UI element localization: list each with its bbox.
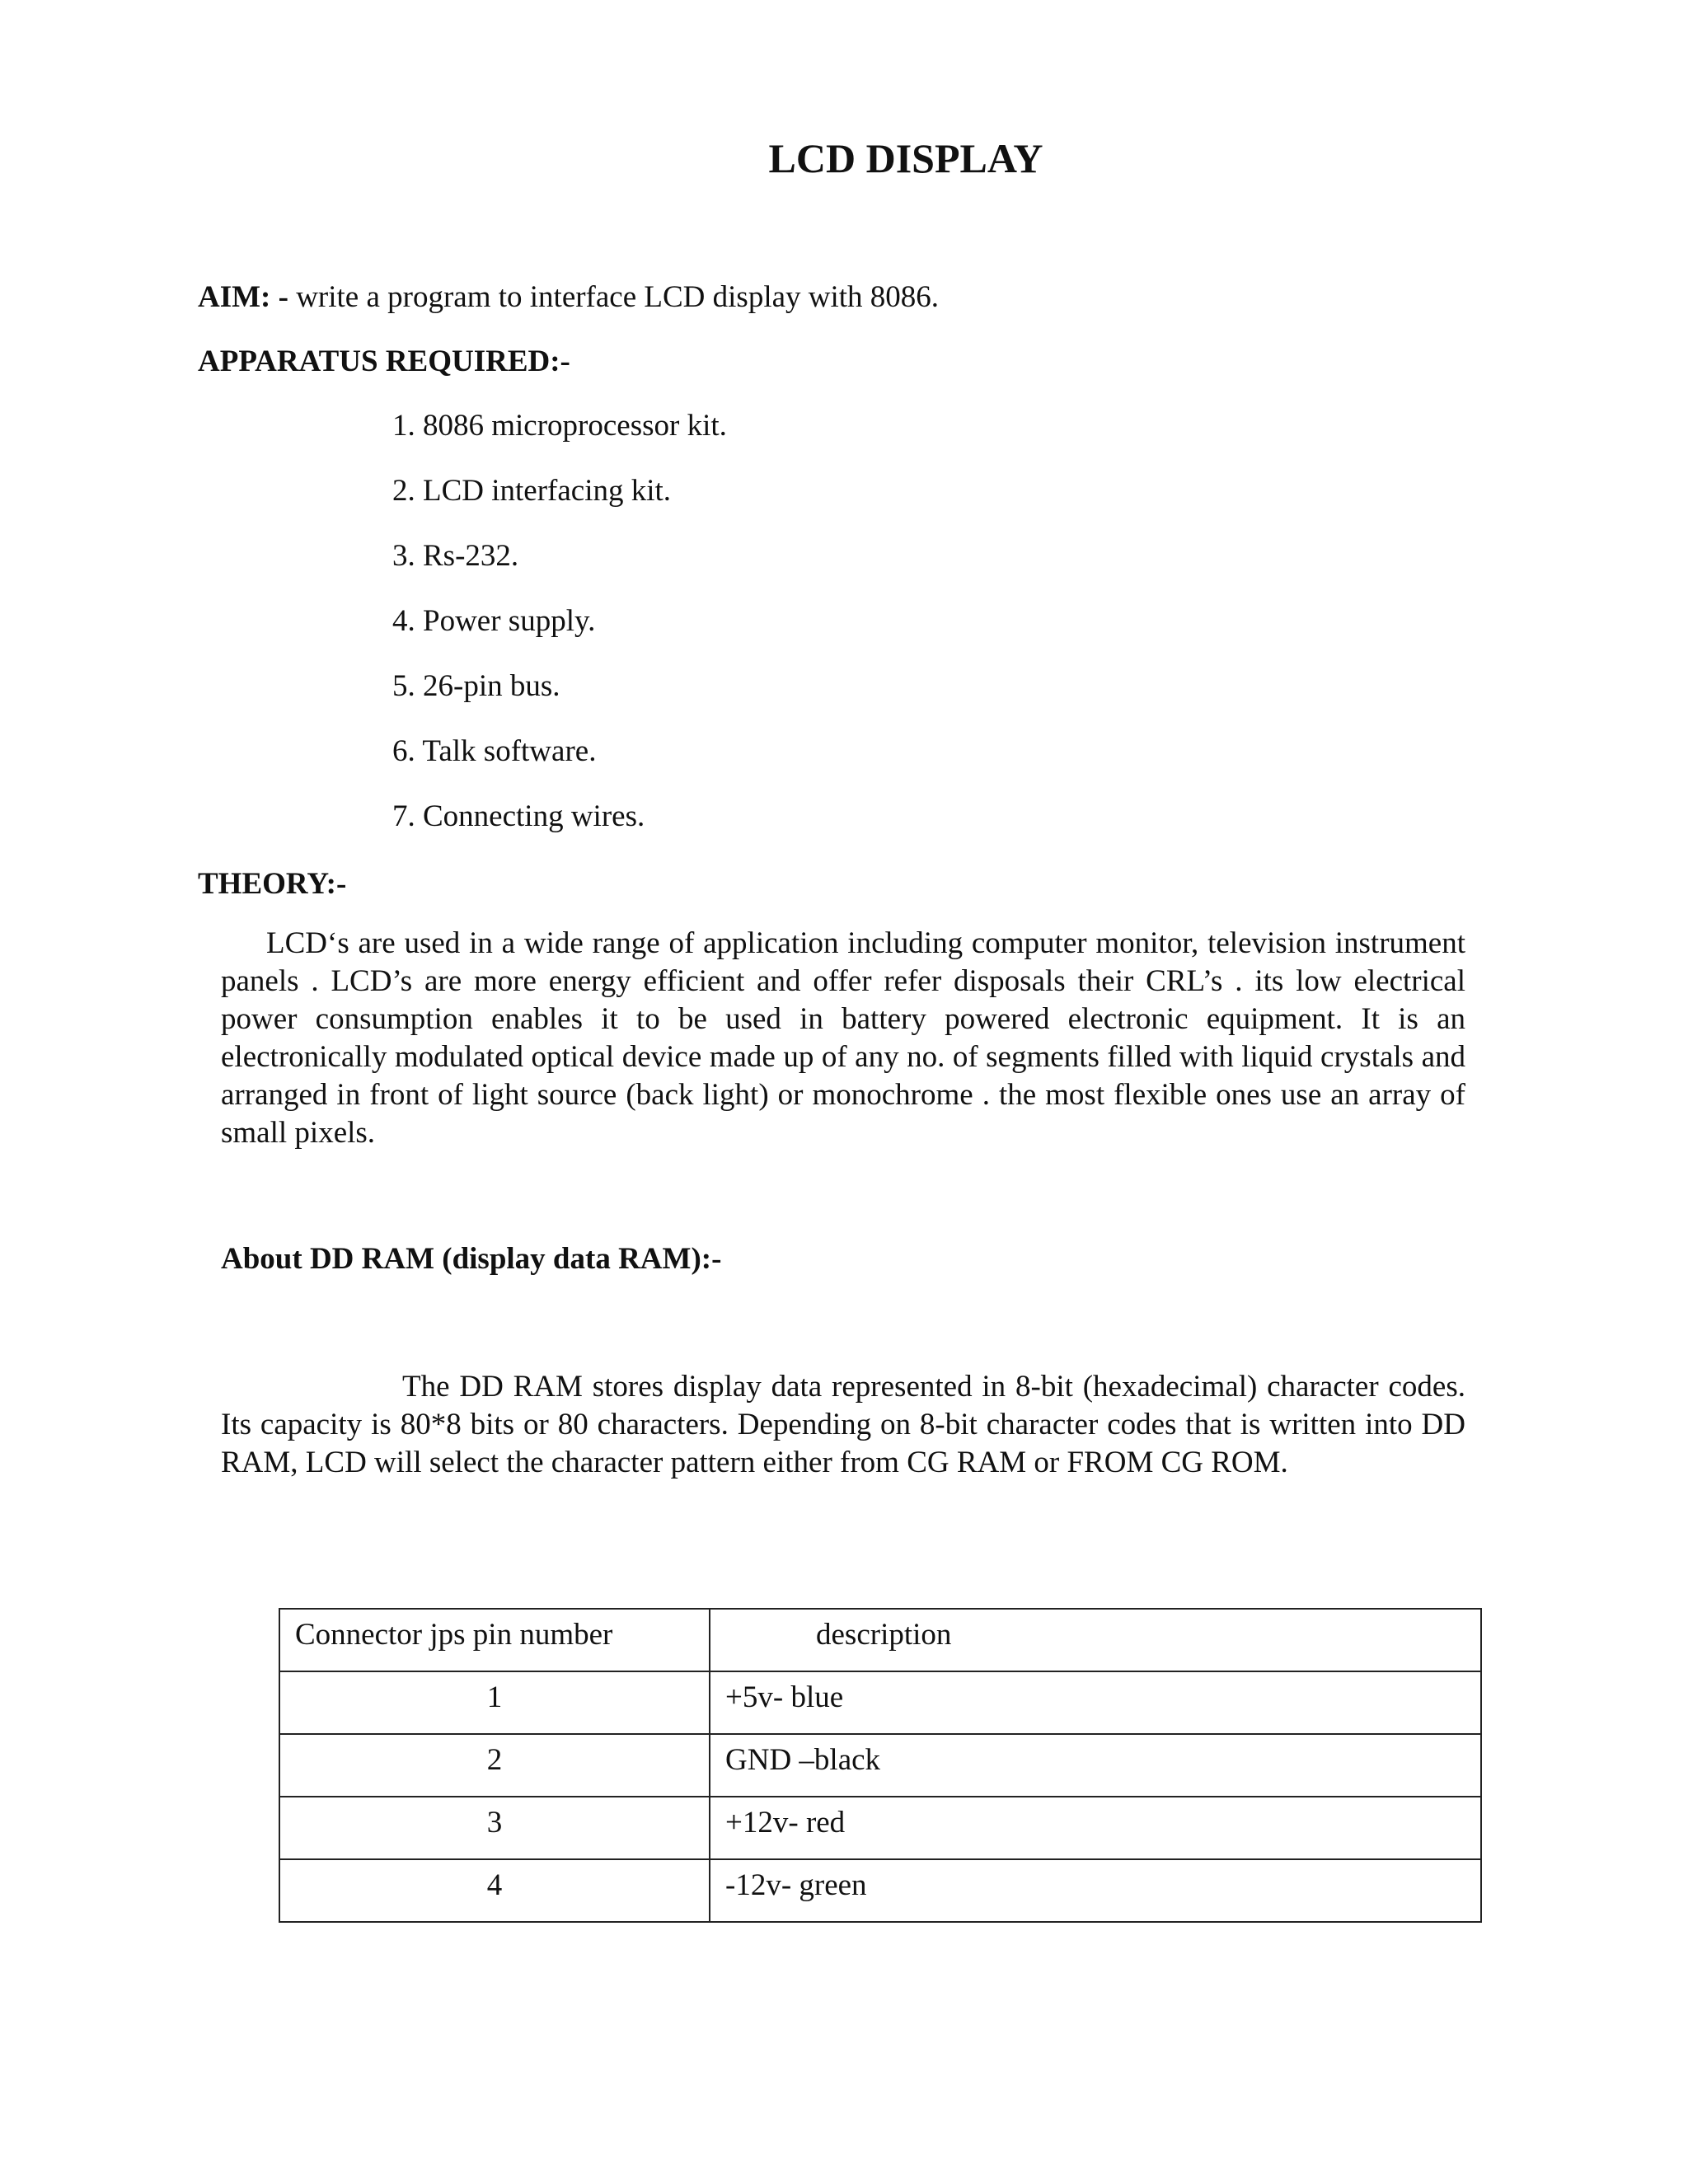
table-cell-pin: 3 <box>279 1797 710 1859</box>
theory-paragraph: LCD‘s are used in a wide range of application including computer monitor, television instrument panels . LCD’s are more energy efficient and offer refer disposals their CRL’s . its low electrical power consumption enables it to be used in battery powered electronic equipment. It is an electronically modulated optical device made up of any no. of segments filled with liquid crystals and arranged in front of light source (back light) or monochrome . the most flexible ones use an array of small pixels. <box>221 926 1465 1150</box>
list-item: 6. Talk software. <box>392 734 597 768</box>
table-row <box>279 1859 1481 1922</box>
list-item: 5. 26-pin bus. <box>392 669 560 703</box>
table-row <box>279 1671 1481 1734</box>
list-item: 1. 8086 microprocessor kit. <box>392 409 727 443</box>
table-cell-pin: 2 <box>279 1734 710 1797</box>
list-item: 2. LCD interfacing kit. <box>392 474 672 508</box>
table-cell-description: +12v- red <box>710 1797 1481 1859</box>
aim-label: AIM: - <box>198 280 288 314</box>
table-row <box>279 1734 1481 1797</box>
aim-line <box>198 279 939 316</box>
apparatus-heading: APPARATUS REQUIRED:- <box>198 344 570 378</box>
table-cell-pin: 1 <box>279 1671 710 1734</box>
ddram-heading: About DD RAM (display data RAM):- <box>221 1242 722 1276</box>
theory-heading: THEORY:- <box>198 867 347 901</box>
list-item: 3. Rs-232. <box>392 539 519 573</box>
apparatus-list <box>392 407 727 863</box>
table-row <box>279 1797 1481 1859</box>
page-title: LCD DISPLAY <box>768 135 1043 181</box>
table-header-row <box>279 1609 1481 1671</box>
table-cell-pin: 4 <box>279 1859 710 1922</box>
table-header-cell: Connector jps pin number <box>279 1609 710 1671</box>
table-cell-description: -12v- green <box>710 1859 1481 1922</box>
table-cell-description: GND –black <box>710 1734 1481 1797</box>
list-item: 7. Connecting wires. <box>392 799 645 833</box>
ddram-paragraph: The DD RAM stores display data represented in 8-bit (hexadecimal) character codes. Its capacity is 80*8 bits or 80 characters. Depending on 8-bit character codes that is written into DD RAM, LCD will select the character pattern either from CG RAM or FROM CG ROM. <box>221 1370 1465 1479</box>
table-header-cell: description <box>710 1609 1481 1671</box>
connector-table <box>279 1608 1482 1923</box>
list-item: 4. Power supply. <box>392 604 596 638</box>
table-cell-description: +5v- blue <box>710 1671 1481 1734</box>
aim-text: write a program to interface LCD display with 8086. <box>288 280 940 314</box>
